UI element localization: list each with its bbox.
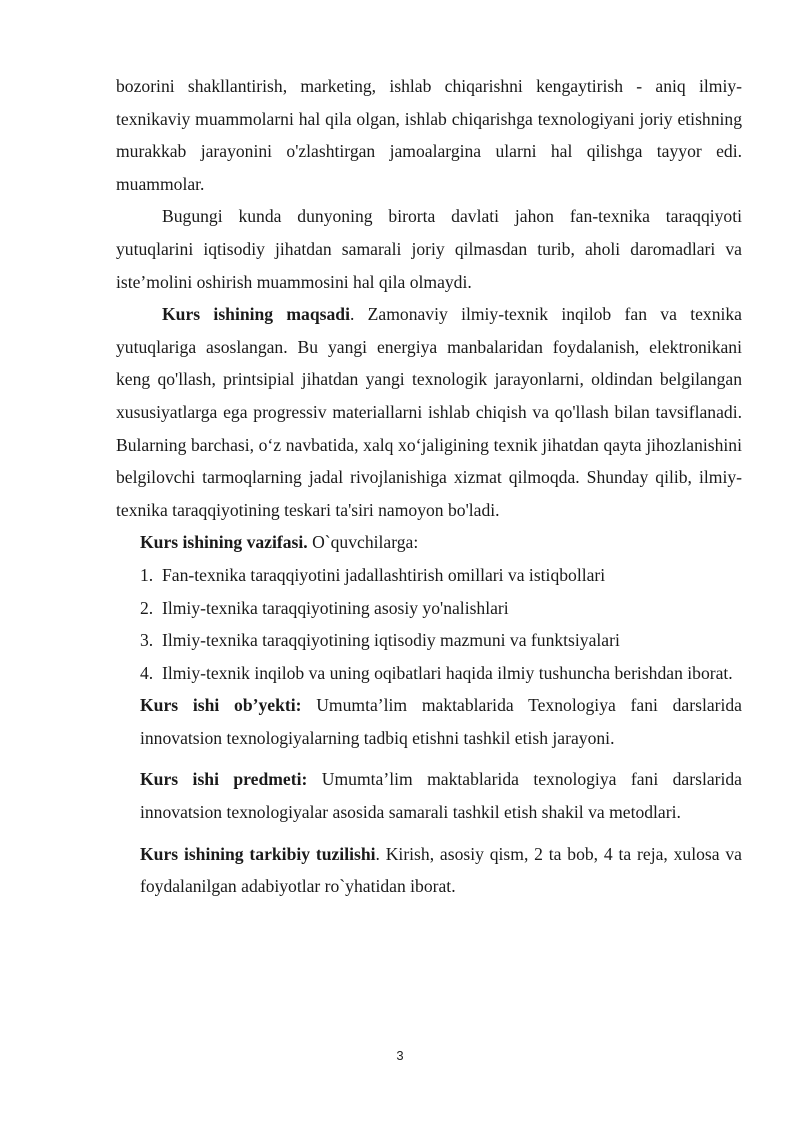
list-item bbox=[116, 624, 742, 657]
tasks-paragraph bbox=[116, 526, 742, 559]
page-body bbox=[116, 70, 742, 903]
page-number: 3 bbox=[396, 1048, 404, 1063]
tasks-text: O`quvchilarga: bbox=[307, 532, 419, 553]
list-item-text: Fan-texnika taraqqiyotini jadallashtirish omillari va istiqbollari bbox=[162, 564, 606, 585]
list-item-number: 3. bbox=[140, 630, 154, 651]
list-item bbox=[116, 657, 742, 690]
list-item-text: Ilmiy-texnika taraqqiyotining iqtisodiy mazmuni va funktsiyalari bbox=[162, 630, 620, 651]
list-item bbox=[116, 559, 742, 592]
list-item-text: Ilmiy-texnika taraqqiyotining asosiy yo'nalishlari bbox=[162, 597, 509, 618]
tasks-heading: Kurs ishining vazifasi. bbox=[140, 532, 308, 553]
subject-paragraph bbox=[116, 763, 742, 828]
structure-heading: Kurs ishining tarkibiy tuzilishi bbox=[140, 843, 376, 864]
goal-heading: Kurs ishining maqsadi bbox=[162, 304, 350, 325]
structure-text: . Kirish, asosiy qism, 2 ta bob, 4 ta reja, xulosa va foydalanilgan adabiyotlar ro`yhatidan iborat. bbox=[140, 843, 742, 897]
structure-paragraph bbox=[116, 838, 742, 903]
subject-text: Umumta’lim maktablarida texnologiya fani darslarida innovatsion texnologiyalar asosida samarali tashkil etish shakil va metodlari. bbox=[140, 769, 742, 823]
goal-text: . Zamonaviy ilmiy-texnik inqilob fan va texnika yutuqlariga asoslangan. Bu yangi energiya manbalaridan foydalanish, elektronikani keng qo'llash, printsipial jihatdan yangi texnologik jarayonlarni, oldindan belgilangan xususiyatlarga ega progressiv materiallarni ishlab chiqish va qo'llash bilan tavsiflanadi. Bularning barchasi, o‘z navbatida, xalq xo‘jaligining texnik jihatdan qayta jihozlanishini belgilovchi tarmoqlarning jadal rivojlanishiga xizmat qilmoqda. Shunday qilib, ilmiy-texnika taraqqiyotining teskari ta'siri namoyon bo'ladi. bbox=[116, 304, 742, 520]
intro-paragraph: bozorini shakllantirish, marketing, ishlab chiqarishni kengaytirish - aniq ilmiy-texnikaviy muammolarni hal qila olgan, ishlab chiqarishga texnologiyani joriy etishning murakkab jarayonini o'zlashtirgan jamoalargina ularni hal qilishga tayyor edi. muammolar. bbox=[116, 76, 742, 194]
object-heading: Kurs ishi ob’yekti: bbox=[140, 695, 302, 716]
list-item-text: Ilmiy-texnik inqilob va uning oqibatlari haqida ilmiy tushuncha berishdan iborat. bbox=[162, 662, 733, 683]
list-item bbox=[116, 592, 742, 625]
list-item-number: 2. bbox=[140, 597, 154, 618]
list-item-number: 4. bbox=[140, 662, 154, 683]
object-paragraph bbox=[116, 689, 742, 754]
today-paragraph: Bugungi kunda dunyoning birorta davlati jahon fan-texnika taraqqiyoti yutuqlarini iqtisodiy jihatdan samarali joriy qilmasdan turib, aholi daromadlari va iste’molini oshirish muammosini hal qila olmaydi. bbox=[116, 206, 742, 292]
object-text: Umumta’lim maktablarida Texnologiya fani darslarida innovatsion texnologiyalarning tadbiq etishni tashkil etish jarayoni. bbox=[140, 695, 742, 748]
subject-heading: Kurs ishi predmeti: bbox=[140, 769, 308, 790]
tasks-list bbox=[116, 559, 742, 689]
list-item-number: 1. bbox=[140, 564, 154, 585]
goal-paragraph bbox=[116, 298, 742, 526]
